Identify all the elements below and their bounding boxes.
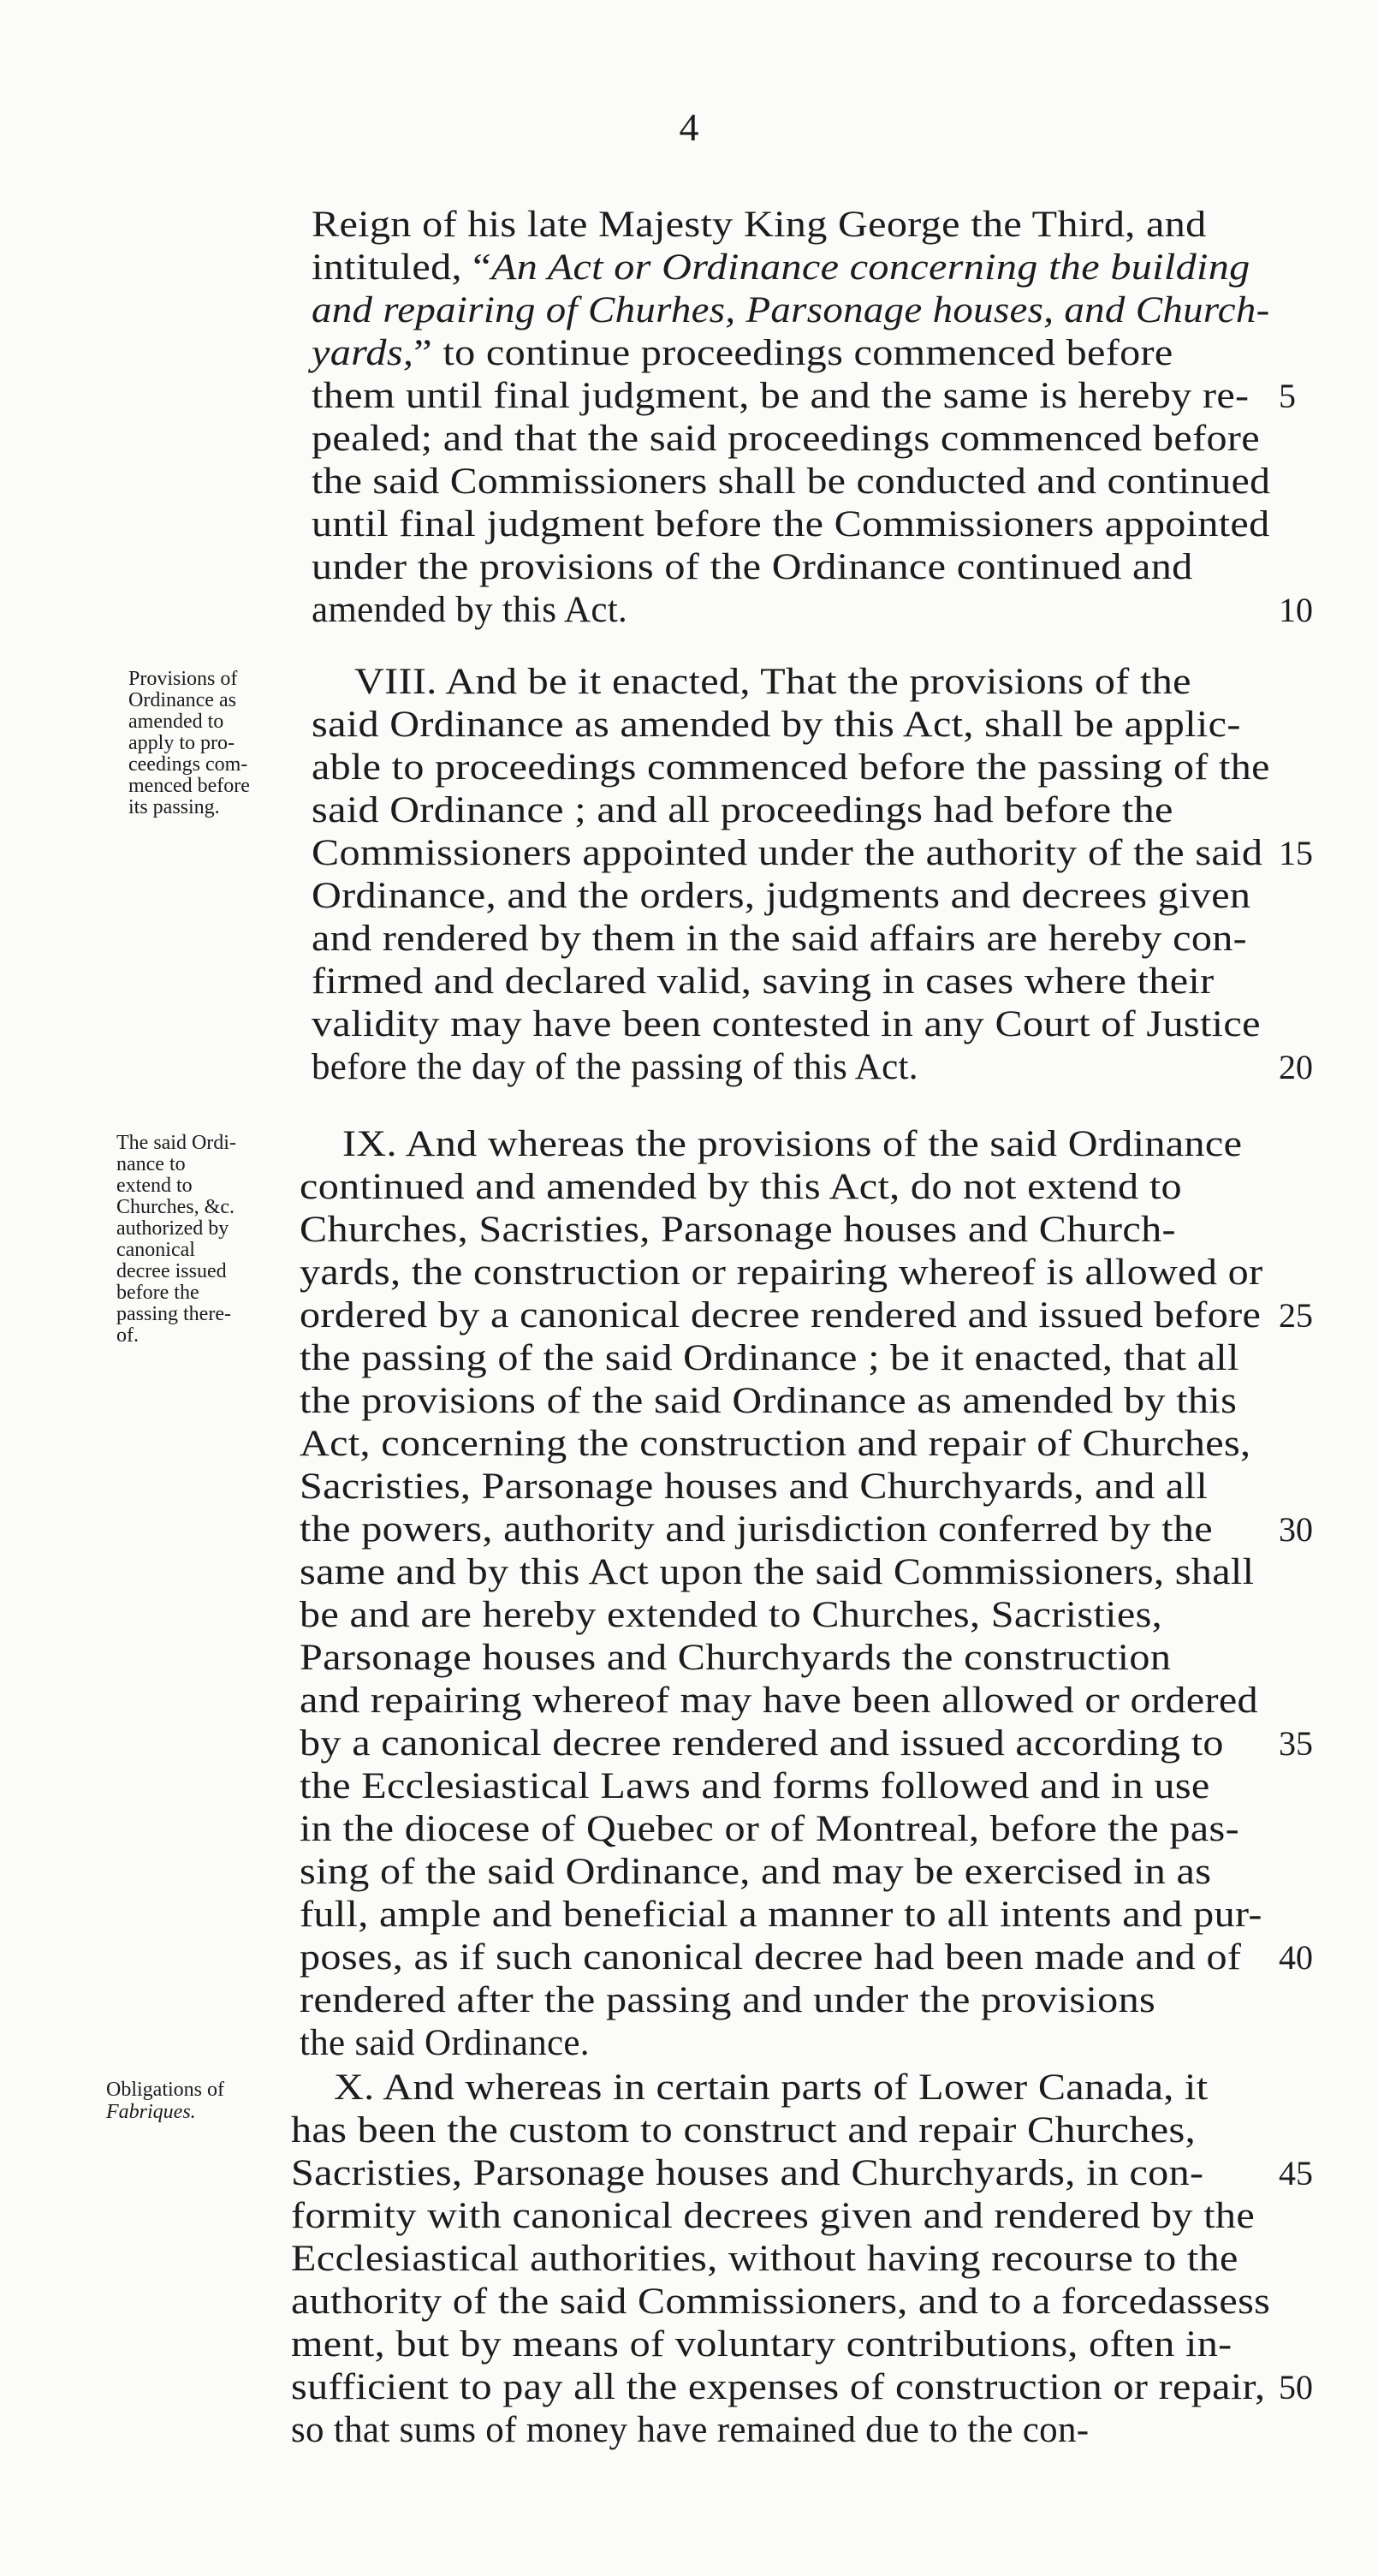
margin-note-line: its passing. [128,796,220,818]
margin-note-line: Provisions of [128,668,238,690]
text-line: firmed and declared valid, saving in cases where their [312,961,1215,1002]
margin-note-line: canonical [116,1239,195,1261]
text-line: X. And whereas in certain parts of Lower Canada, it [334,2067,1209,2108]
text-line: said Ordinance ; and all proceedings had before the [312,790,1173,830]
text-line: same and by this Act upon the said Commissioners, shall [300,1552,1255,1592]
text-line: the said Commissioners shall be conducted and continued [312,461,1271,502]
text-line: them until final judgment, be and the same is hereby re- [312,376,1250,416]
text-line: the said Ordinance. [300,2023,590,2063]
text-line: and repairing whereof may have been allowed or ordered [300,1681,1258,1721]
text-line: full, ample and beneficial a manner to all intents and pur- [300,1895,1262,1935]
text-line: and rendered by them in the said affairs are hereby con- [312,919,1248,959]
text-line: Act, concerning the construction and repair of Churches, [300,1424,1251,1464]
margin-note-line: before the [116,1282,199,1304]
margin-note-line: Fabriques. [106,2101,196,2123]
text-line: authority of the said Commissioners, and to a forcedassess [291,2282,1271,2322]
margin-note-line: Obligations of [106,2079,224,2101]
text-line: Commissioners appointed under the authority of the said [312,833,1263,873]
line-number: 5 [1279,377,1296,415]
text-line: intituled, “An Act or Ordinance concerning the building [312,247,1250,288]
text-line: Reign of his late Majesty King George the Third, and [312,205,1207,245]
text-line: said Ordinance as amended by this Act, shall be applic- [312,705,1241,745]
text-line: continued and amended by this Act, do not extend to [300,1167,1182,1207]
text-line: Sacristies, Parsonage houses and Churchyards, in con- [291,2153,1204,2193]
text-line: formity with canonical decrees given and rendered by the [291,2196,1256,2236]
text-line: the powers, authority and jurisdiction conferred by the [300,1509,1214,1550]
text-line: amended by this Act. [312,590,628,630]
text-line: Parsonage houses and Churchyards the construction [300,1638,1172,1678]
page-number: 4 [679,105,699,149]
margin-note-line: authorized by [116,1217,229,1240]
text-line: the Ecclesiastical Laws and forms followed and in use [300,1766,1210,1806]
line-number: 10 [1279,591,1313,629]
margin-note-line: The said Ordi- [116,1132,236,1154]
line-number: 15 [1279,834,1313,872]
text-line: the passing of the said Ordinance ; be it enacted, that all [300,1338,1239,1378]
text-line: sing of the said Ordinance, and may be exercised in as [300,1852,1212,1892]
line-number: 35 [1279,1724,1313,1763]
text-line: IX. And whereas the provisions of the said Ordinance [342,1124,1243,1164]
margin-note-line: Churches, &c. [116,1196,235,1218]
text-line: validity may have been contested in any Court of Justice [312,1004,1261,1044]
margin-note-line: nance to [116,1153,186,1175]
text-line: and repairing of Churhes, Parsonage houses, and Church- [312,290,1270,330]
text-line: by a canonical decree rendered and issued according to [300,1723,1224,1764]
text-line: Sacristies, Parsonage houses and Churchyards, and all [300,1466,1209,1507]
text-line: the provisions of the said Ordinance as amended by this [300,1381,1238,1421]
text-line: ment, but by means of voluntary contributions, often in- [291,2324,1232,2365]
text-line: be and are hereby extended to Churches, Sacristies, [300,1595,1163,1635]
text-line: Ecclesiastical authorities, without having recourse to the [291,2239,1238,2279]
text-line: so that sums of money have remained due to the con- [291,2410,1090,2450]
text-line: before the day of the passing of this Act. [312,1047,918,1087]
text-line: until final judgment before the Commissioners appointed [312,504,1270,544]
text-line: yards, the construction or repairing whereof is allowed or [300,1252,1263,1293]
margin-note-line: passing there- [116,1303,231,1325]
margin-note-line: ceedings com- [128,753,248,776]
text-line: in the diocese of Quebec or of Montreal, before the pas- [300,1809,1239,1849]
line-number: 25 [1279,1296,1313,1335]
text-line: yards,” to continue proceedings commenced before [312,333,1173,373]
text-line: has been the custom to construct and repair Churches, [291,2110,1196,2151]
text-line: Ordinance, and the orders, judgments and decrees given [312,876,1251,916]
text-line: able to proceedings commenced before the passing of the [312,747,1270,788]
margin-note-line: Ordinance as [128,689,236,711]
text-line: ordered by a canonical decree rendered and issued before [300,1295,1262,1336]
margin-note-line: apply to pro- [128,732,235,754]
text-line: pealed; and that the said proceedings commenced before [312,419,1260,459]
margin-note-line: amended to [128,711,224,733]
text-line: sufficient to pay all the expenses of construction or repair, [291,2367,1266,2407]
margin-note-line: decree issued [116,1260,227,1282]
line-number: 50 [1279,2368,1313,2406]
margin-note-line: extend to [116,1175,193,1197]
line-number: 40 [1279,1938,1313,1977]
text-line: rendered after the passing and under the provisions [300,1980,1156,2020]
line-number: 30 [1279,1510,1313,1549]
line-number: 45 [1279,2154,1313,2192]
text-line: under the provisions of the Ordinance continued and [312,547,1193,587]
text-line: poses, as if such canonical decree had been made and of [300,1937,1242,1978]
line-number: 20 [1279,1048,1313,1086]
margin-note-line: menced before [128,775,250,797]
text-line: VIII. And be it enacted, That the provisions of the [354,662,1191,702]
margin-note-line: of. [116,1324,139,1347]
text-line: Churches, Sacristies, Parsonage houses and Church- [300,1210,1176,1250]
